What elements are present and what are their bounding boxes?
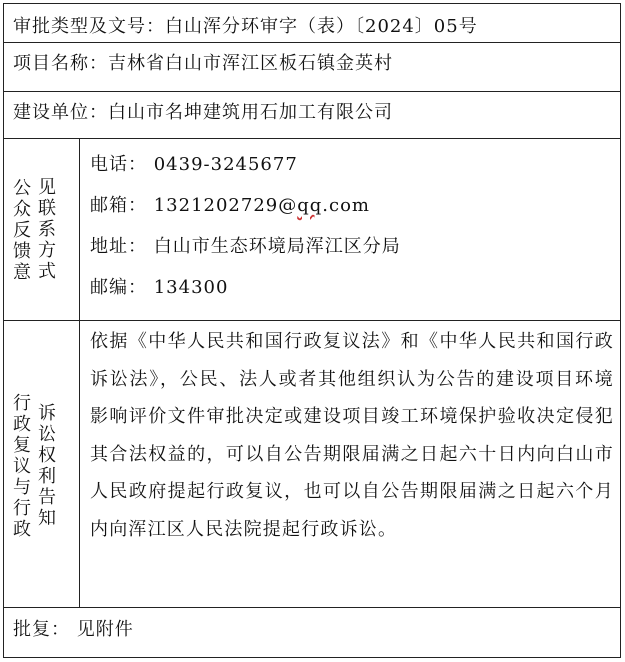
feedback-label-left: 公众反馈意 [13,178,31,283]
approval-number-text: 审批类型及文号：白山浑分环审字（表）〔2024〕05号 [13,16,478,37]
reply-text: 批复： 见附件 [13,619,134,640]
address-line: 地址： 白山市生态环境局浑江区分局 [90,236,401,257]
rights-label-cell [4,321,80,607]
construction-unit-row [4,92,620,139]
rights-label-right: 诉讼权利告知 [38,403,56,529]
construction-unit-text: 建设单位：白山市名坤建筑用石加工有限公司 [13,102,393,123]
feedback-label-cell [4,139,80,320]
project-name-row [4,43,620,92]
reply-row [4,608,620,657]
email-domain: qq [297,195,323,216]
email-suffix: .com [322,195,371,216]
approval-number-row [4,4,620,43]
rights-label-left: 行政复议与行政 [13,393,31,540]
feedback-contact-row [4,139,620,321]
postcode-line: 邮编： 134300 [90,277,229,298]
rights-text-cell [80,321,620,607]
feedback-label-right: 见联系方式 [38,177,56,282]
email-prefix: 邮箱： 1321202729@ [90,195,298,216]
approval-notice-table [3,3,621,658]
rights-notice-text: 依据《中华人民共和国行政复议法》和《中华人民共和国行政诉讼法》，公民、法人或者其他组织认为公告的建设项目环境影响评价文件审批决定或建设项目竣工环境保护验收决定侵犯其合法权益的，可以自公告期限届满之日起六十日内向白山市人民政府提起行政复议，也可以自公告期限届满之日起六个月内向浑江区人民法院提起行政诉讼。 [90,331,614,540]
project-name-text: 项目名称：吉林省白山市浑江区板石镇金英村 [13,53,393,74]
email-line [90,191,370,217]
feedback-contact-cell [80,139,620,320]
rights-notice-row [4,321,620,608]
phone-line: 电话： 0439-3245677 [90,154,298,175]
